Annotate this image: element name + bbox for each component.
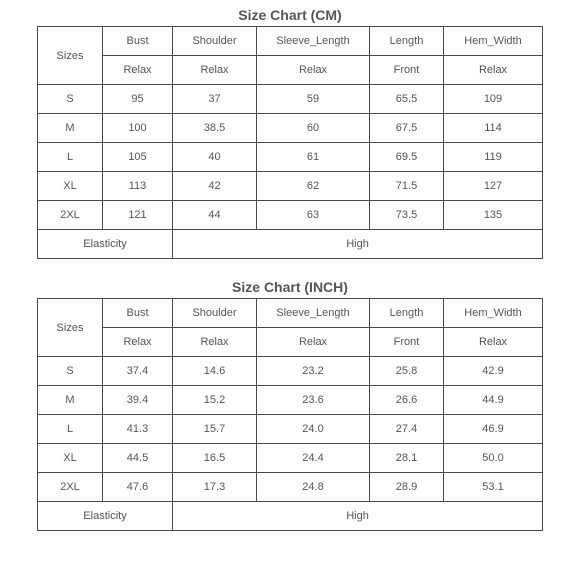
sleeve-length-header: Sleeve_Length [257, 299, 370, 328]
elasticity-row [38, 502, 543, 531]
size-cell: XL [38, 172, 103, 201]
value-cell: 42.9 [444, 357, 543, 386]
fit-row [38, 56, 543, 85]
value-cell: 24.8 [257, 473, 370, 502]
size-cell: L [38, 143, 103, 172]
value-cell: 15.7 [173, 415, 257, 444]
value-cell: 63 [257, 201, 370, 230]
hem-width-header: Hem_Width [444, 299, 543, 328]
value-cell: 14.6 [173, 357, 257, 386]
value-cell: 23.2 [257, 357, 370, 386]
sleeve-length-header: Sleeve_Length [257, 27, 370, 56]
shoulder-header: Shoulder [173, 299, 257, 328]
value-cell: 62 [257, 172, 370, 201]
fit-cell: Relax [173, 328, 257, 357]
value-cell: 121 [103, 201, 173, 230]
fit-cell: Relax [173, 56, 257, 85]
length-header: Length [370, 299, 444, 328]
elasticity-value: High [173, 502, 543, 531]
value-cell: 17.3 [173, 473, 257, 502]
value-cell: 100 [103, 114, 173, 143]
inch-chart-title: Size Chart (INCH) [232, 279, 348, 295]
value-cell: 53.1 [444, 473, 543, 502]
value-cell: 37.4 [103, 357, 173, 386]
header-row [38, 299, 543, 328]
table-row [38, 444, 543, 473]
value-cell: 65.5 [370, 85, 444, 114]
cm-size-table [37, 26, 543, 259]
fit-cell: Relax [103, 56, 173, 85]
value-cell: 119 [444, 143, 543, 172]
table-row [38, 473, 543, 502]
shoulder-header: Shoulder [173, 27, 257, 56]
value-cell: 67.5 [370, 114, 444, 143]
hem-width-header: Hem_Width [444, 27, 543, 56]
elasticity-label: Elasticity [38, 230, 173, 259]
value-cell: 27.4 [370, 415, 444, 444]
value-cell: 16.5 [173, 444, 257, 473]
table-row [38, 357, 543, 386]
elasticity-value: High [173, 230, 543, 259]
value-cell: 40 [173, 143, 257, 172]
fit-cell: Relax [257, 56, 370, 85]
value-cell: 73.5 [370, 201, 444, 230]
value-cell: 37 [173, 85, 257, 114]
fit-row [38, 328, 543, 357]
value-cell: 113 [103, 172, 173, 201]
fit-cell: Front [370, 56, 444, 85]
fit-cell: Relax [257, 328, 370, 357]
value-cell: 109 [444, 85, 543, 114]
fit-cell: Front [370, 328, 444, 357]
size-cell: S [38, 357, 103, 386]
elasticity-row [38, 230, 543, 259]
size-cell: 2XL [38, 473, 103, 502]
elasticity-label: Elasticity [38, 502, 173, 531]
value-cell: 61 [257, 143, 370, 172]
value-cell: 28.1 [370, 444, 444, 473]
value-cell: 50.0 [444, 444, 543, 473]
size-cell: M [38, 114, 103, 143]
size-cell: XL [38, 444, 103, 473]
value-cell: 44.9 [444, 386, 543, 415]
table-row [38, 386, 543, 415]
size-cell: S [38, 85, 103, 114]
fit-cell: Relax [444, 328, 543, 357]
value-cell: 23.6 [257, 386, 370, 415]
value-cell: 25.8 [370, 357, 444, 386]
value-cell: 95 [103, 85, 173, 114]
value-cell: 28.9 [370, 473, 444, 502]
value-cell: 44.5 [103, 444, 173, 473]
value-cell: 71.5 [370, 172, 444, 201]
value-cell: 26.6 [370, 386, 444, 415]
size-cell: M [38, 386, 103, 415]
value-cell: 24.0 [257, 415, 370, 444]
header-row [38, 27, 543, 56]
size-cell: 2XL [38, 201, 103, 230]
length-header: Length [370, 27, 444, 56]
inch-size-table [37, 298, 543, 531]
table-row [38, 85, 543, 114]
value-cell: 42 [173, 172, 257, 201]
value-cell: 41.3 [103, 415, 173, 444]
value-cell: 105 [103, 143, 173, 172]
value-cell: 24.4 [257, 444, 370, 473]
value-cell: 114 [444, 114, 543, 143]
value-cell: 135 [444, 201, 543, 230]
table-row [38, 143, 543, 172]
fit-cell: Relax [444, 56, 543, 85]
value-cell: 69.5 [370, 143, 444, 172]
value-cell: 38.5 [173, 114, 257, 143]
table-row [38, 172, 543, 201]
table-row [38, 201, 543, 230]
cm-chart-title: Size Chart (CM) [238, 7, 342, 23]
size-cell: L [38, 415, 103, 444]
table-row [38, 114, 543, 143]
value-cell: 60 [257, 114, 370, 143]
bust-header: Bust [103, 299, 173, 328]
fit-cell: Relax [103, 328, 173, 357]
sizes-header: Sizes [38, 27, 103, 85]
bust-header: Bust [103, 27, 173, 56]
value-cell: 44 [173, 201, 257, 230]
value-cell: 59 [257, 85, 370, 114]
value-cell: 39.4 [103, 386, 173, 415]
value-cell: 47.6 [103, 473, 173, 502]
table-row [38, 415, 543, 444]
value-cell: 15.2 [173, 386, 257, 415]
value-cell: 46.9 [444, 415, 543, 444]
sizes-header: Sizes [38, 299, 103, 357]
value-cell: 127 [444, 172, 543, 201]
